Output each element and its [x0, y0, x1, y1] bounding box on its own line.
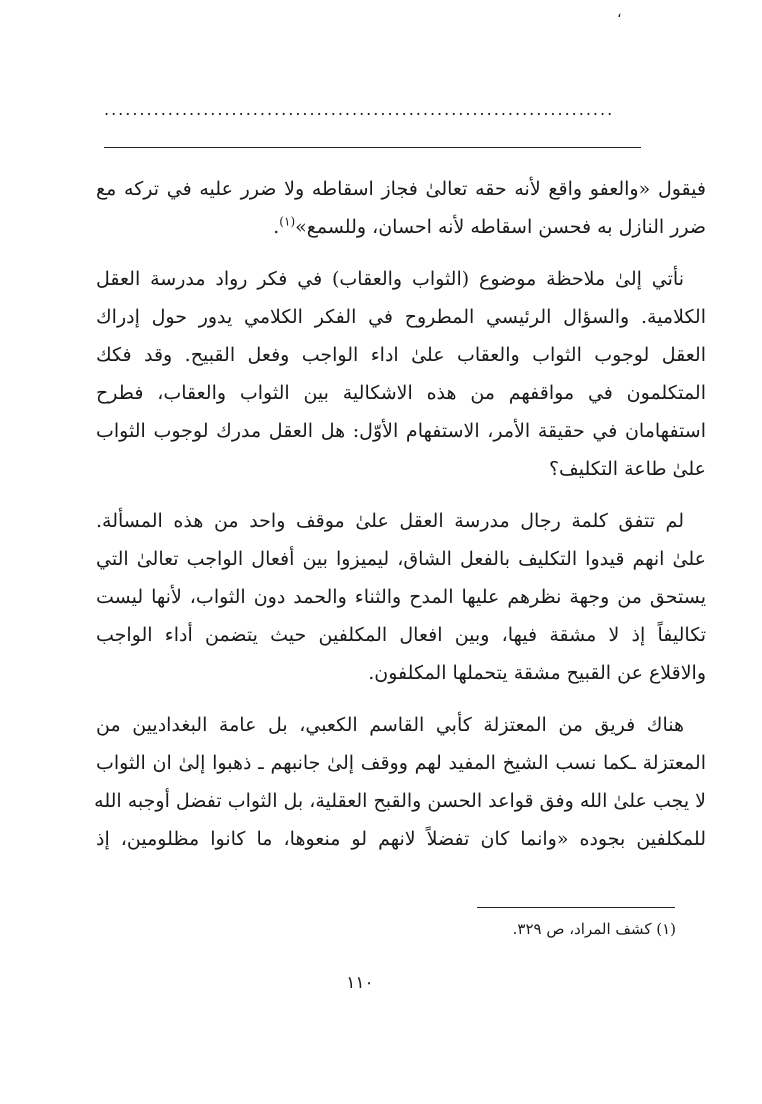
paragraph-4-line-4: للمكلفين بجوده «وانما كان تفضلاً لانهم لو منعوها، ما كانوا مظلومين، إذ — [96, 828, 706, 850]
paragraph-gap — [96, 692, 706, 706]
footnote: (١) كشف المراد، ص ٣٢٩. — [512, 920, 676, 938]
footnote-rule — [477, 907, 675, 908]
paragraph-4-line-3: لا يجب علىٰ الله وفق قواعد الحسن والقبح العقلية، بل الثواب تفضل أوجبه الله — [94, 790, 706, 812]
paragraph-3-line-3: يستحق من وجهة نظرهم عليها المدح والثناء والحمد دون الثواب، لأنها ليست — [96, 586, 706, 608]
page-number: ١١٠ — [346, 973, 374, 993]
paragraph-3-line-4: تكاليفاً إذ لا مشقة فيها، وبين افعال المكلفين حيث يتضمن أداء الواجب — [96, 624, 706, 646]
paragraph-1-line-2-text: ضرر النازل به فحسن اسقاطه لأنه احسان، وللسمع» — [295, 216, 706, 238]
paragraph-4-line-1: هناك فريق من المعتزلة كأبي القاسم الكعبي، بل عامة البغداديين من — [96, 714, 684, 736]
paragraph-gap — [96, 246, 706, 260]
paragraph-2-line-1: نأتي إلىٰ ملاحظة موضوع (الثواب والعقاب) في فكر رواد مدرسة العقل — [96, 268, 684, 290]
paragraph-1-line-1: فيقول «والعفو واقع لأنه حقه تعالىٰ فجاز اسقاطه ولا ضرر عليه في تركه مع — [96, 178, 706, 200]
paragraph-3-line-1: لم تتفق كلمة رجال مدرسة العقل علىٰ موقف واحد من هذه المسألة. — [96, 510, 684, 532]
paragraph-2-line-3: العقل لوجوب الثواب والعقاب علىٰ اداء الواجب وفعل القبيح. وقد فكك — [96, 344, 706, 366]
corner-mark: ، — [617, 5, 622, 21]
paragraph-3-line-5: والاقلاع عن القبيح مشقة يتحملها المكلفون. — [368, 662, 706, 684]
header-rule — [104, 147, 641, 148]
paragraph-2-line-6: علىٰ طاعة التكليف؟ — [548, 458, 706, 480]
paragraph-1-end: . — [273, 216, 280, 238]
header-dotted-line: ........................................................................ — [104, 100, 615, 119]
paragraph-2-line-2: الكلامية. والسؤال الرئيسي المطروح في الفكر الكلامي يدور حول إدراك — [96, 306, 706, 328]
paragraph-1-line-2 — [96, 208, 706, 246]
paragraph-4-line-2: المعتزلة ـكما نسب الشيخ المفيد لهم ووقف إلىٰ جانبهم ـ ذهبوا إلىٰ ان الثواب — [96, 752, 706, 774]
paragraph-2-line-4: المتكلمون في مواقفهم من هذه الاشكالية بين الثواب والعقاب، فطرح — [96, 382, 706, 404]
paragraph-2-line-5: استفهامان في حقيقة الأمر، الاستفهام الأوّل: هل العقل مدرك لوجوب الثواب — [96, 420, 706, 442]
paragraph-gap — [96, 488, 706, 502]
footnote-reference: (١) — [279, 214, 296, 229]
paragraph-3-line-2: علىٰ انهم قيدوا التكليف بالفعل الشاق، ليميزوا بين أفعال الواجب تعالىٰ التي — [96, 548, 706, 570]
body-text — [96, 170, 706, 858]
